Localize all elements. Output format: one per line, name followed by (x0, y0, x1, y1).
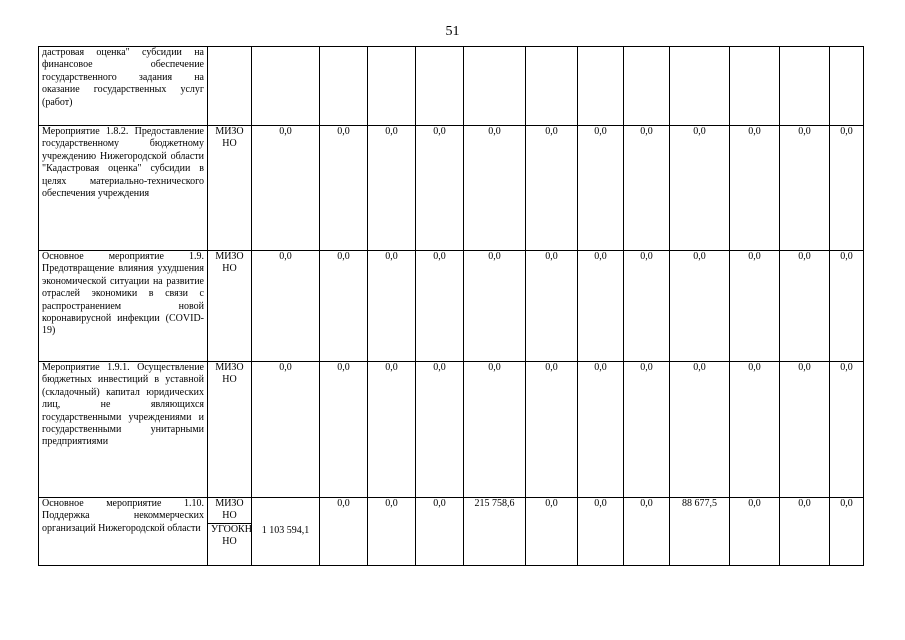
value-cell: 0,0 (730, 126, 780, 251)
table-row (39, 47, 864, 126)
value-cell: 0,0 (416, 362, 464, 498)
value-cell: 0,0 (730, 251, 780, 362)
row-executor (208, 47, 252, 126)
value-cell: 0,0 (624, 251, 670, 362)
value-cell: 0,0 (578, 498, 624, 566)
value-cell: 0,0 (624, 498, 670, 566)
value-cell: 0,0 (526, 251, 578, 362)
value-cell: 0,0 (730, 498, 780, 566)
value-cell (368, 47, 416, 126)
value-cell: 0,0 (464, 362, 526, 498)
value-cell: 0,0 (780, 498, 830, 566)
value-cell: 0,0 (780, 251, 830, 362)
value-cell: 0,0 (830, 498, 864, 566)
value-cell: 0,0 (780, 126, 830, 251)
value-cell (416, 47, 464, 126)
value-cell (780, 47, 830, 126)
table-body (39, 47, 864, 566)
row-executor: МИЗО НО (208, 251, 252, 362)
row-description: Основное мероприятие 1.9. Предотвращение влияния ухудшения экономической ситуации на развитие отраслей экономики в связи с распространением новой коронавирусной инфекции (COVID-19) (39, 251, 208, 362)
value-cell: 0,0 (578, 362, 624, 498)
value-cell: 0,0 (730, 362, 780, 498)
value-cell (526, 47, 578, 126)
value-cell: 0,0 (624, 362, 670, 498)
value-cell: 0,0 (416, 251, 464, 362)
row-description: Основное мероприятие 1.10. Поддержка некоммерческих организаций Нижегородской области (39, 498, 208, 566)
value-cell: 0,0 (368, 126, 416, 251)
budget-table (38, 46, 864, 566)
value-cell: 0,0 (252, 126, 320, 251)
value-cell: 0,0 (670, 362, 730, 498)
value-cell: 0,0 (526, 362, 578, 498)
row-executor: МИЗО НО (208, 498, 252, 524)
row-executor: МИЗО НО (208, 362, 252, 498)
value-cell (624, 47, 670, 126)
value-cell: 215 758,6 (464, 498, 526, 566)
value-cell (830, 47, 864, 126)
row-description: дастровая оценка" субсидии на финансовое обеспечение государственного задания на оказание государственных услуг (работ) (39, 47, 208, 126)
value-cell (320, 47, 368, 126)
value-cell: 0,0 (416, 126, 464, 251)
row-executor: УГООКН НО (208, 524, 252, 566)
value-cell: 0,0 (526, 126, 578, 251)
page-number: 51 (445, 24, 460, 39)
value-cell: 0,0 (830, 362, 864, 498)
value-cell: 0,0 (416, 498, 464, 566)
value-cell: 0,0 (368, 362, 416, 498)
value-cell: 0,0 (830, 126, 864, 251)
value-cell: 0,0 (780, 362, 830, 498)
value-cell: 0,0 (578, 126, 624, 251)
value-cell (464, 47, 526, 126)
value-cell: 0,0 (252, 251, 320, 362)
value-cell (670, 47, 730, 126)
table-row (39, 251, 864, 362)
value-cell: 0,0 (464, 251, 526, 362)
value-cell: 0,0 (670, 126, 730, 251)
value-cell: 0,0 (320, 251, 368, 362)
value-cell: 88 677,5 (670, 498, 730, 566)
value-cell: 0,0 (320, 126, 368, 251)
value-cell: 0,0 (578, 251, 624, 362)
value-cell (252, 47, 320, 126)
value-cell: 0,0 (320, 362, 368, 498)
value-cell: 0,0 (526, 498, 578, 566)
value-cell: 0,0 (320, 498, 368, 566)
value-cell: 0,0 (670, 251, 730, 362)
value-cell (578, 47, 624, 126)
table-row (39, 362, 864, 498)
row-executor: МИЗО НО (208, 126, 252, 251)
value-cell: 0,0 (368, 498, 416, 566)
value-cell (730, 47, 780, 126)
row-description: Мероприятие 1.9.1. Осуществление бюджетных инвестиций в уставной (складочный) капитал юридических лиц, не являющихся государственными учреждениями и государственными унитарными предприятиями (39, 362, 208, 498)
value-cell: 1 103 594,1 (252, 498, 320, 566)
value-cell: 0,0 (830, 251, 864, 362)
value-cell: 0,0 (252, 362, 320, 498)
value-cell: 0,0 (368, 251, 416, 362)
row-description: Мероприятие 1.8.2. Предоставление государственному бюджетному учреждению Нижегородской области "Кадастровая оценка" субсидии в целях материально-технического обеспечения учреждения (39, 126, 208, 251)
table-row (39, 126, 864, 251)
table-row (39, 498, 864, 524)
value-cell: 0,0 (464, 126, 526, 251)
value-cell: 0,0 (624, 126, 670, 251)
